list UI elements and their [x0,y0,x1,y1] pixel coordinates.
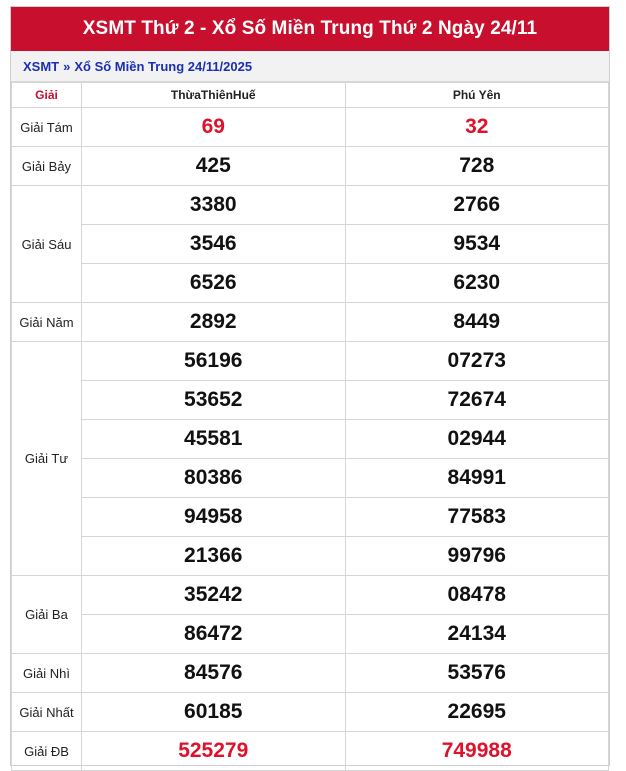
table-row [12,576,609,615]
table-row [12,693,609,732]
result-number: 35242 [82,576,346,615]
result-number: 525279 [82,732,346,771]
table-header-row [12,83,609,108]
table-row [12,147,609,186]
result-number: 21366 [82,537,346,576]
result-number: 32 [345,108,609,147]
table-row [12,732,609,771]
column-header-province-1[interactable]: ThừaThiênHuế [82,83,346,108]
table-row [12,303,609,342]
result-number: 99796 [345,537,609,576]
result-number: 02944 [345,420,609,459]
result-number: 08478 [345,576,609,615]
table-row [12,615,609,654]
prize-label: Giải Tám [12,108,82,147]
page-title: XSMT Thứ 2 - Xổ Số Miền Trung Thứ 2 Ngày 24/11 [11,7,609,51]
table-row [12,537,609,576]
result-number: 77583 [345,498,609,537]
table-row [12,264,609,303]
prize-label: Giải Sáu [12,186,82,303]
breadcrumb [11,51,609,82]
result-number: 07273 [345,342,609,381]
prize-label: Giải Bảy [12,147,82,186]
breadcrumb-separator: » [63,58,71,74]
result-number: 425 [82,147,346,186]
table-row [12,459,609,498]
table-row [12,420,609,459]
result-number: 60185 [82,693,346,732]
result-number: 56196 [82,342,346,381]
prize-label: Giải ĐB [12,732,82,771]
result-number: 2766 [345,186,609,225]
result-number: 45581 [82,420,346,459]
result-number: 94958 [82,498,346,537]
table-row [12,342,609,381]
result-number: 22695 [345,693,609,732]
table-row [12,654,609,693]
result-number: 86472 [82,615,346,654]
column-header-prize: Giải [12,83,82,108]
result-number: 84991 [345,459,609,498]
table-row [12,108,609,147]
table-row [12,225,609,264]
result-number: 80386 [82,459,346,498]
result-number: 53576 [345,654,609,693]
result-number: 8449 [345,303,609,342]
prize-label: Giải Nhì [12,654,82,693]
table-row [12,186,609,225]
result-number: 728 [345,147,609,186]
result-number: 53652 [82,381,346,420]
result-number: 24134 [345,615,609,654]
breadcrumb-home-link[interactable]: XSMT [23,58,60,74]
results-panel [10,6,610,766]
result-number: 84576 [82,654,346,693]
prize-label: Giải Năm [12,303,82,342]
breadcrumb-current-link[interactable]: Xổ Số Miền Trung 24/11/2025 [74,58,253,74]
result-number: 2892 [82,303,346,342]
result-number: 749988 [345,732,609,771]
result-number: 9534 [345,225,609,264]
result-number: 6230 [345,264,609,303]
result-number: 72674 [345,381,609,420]
prize-label: Giải Tư [12,342,82,576]
result-number: 69 [82,108,346,147]
results-table [11,82,609,771]
column-header-province-2[interactable]: Phú Yên [345,83,609,108]
prize-label: Giải Nhất [12,693,82,732]
result-number: 3380 [82,186,346,225]
table-row [12,381,609,420]
result-number: 6526 [82,264,346,303]
table-row [12,498,609,537]
result-number: 3546 [82,225,346,264]
prize-label: Giải Ba [12,576,82,654]
